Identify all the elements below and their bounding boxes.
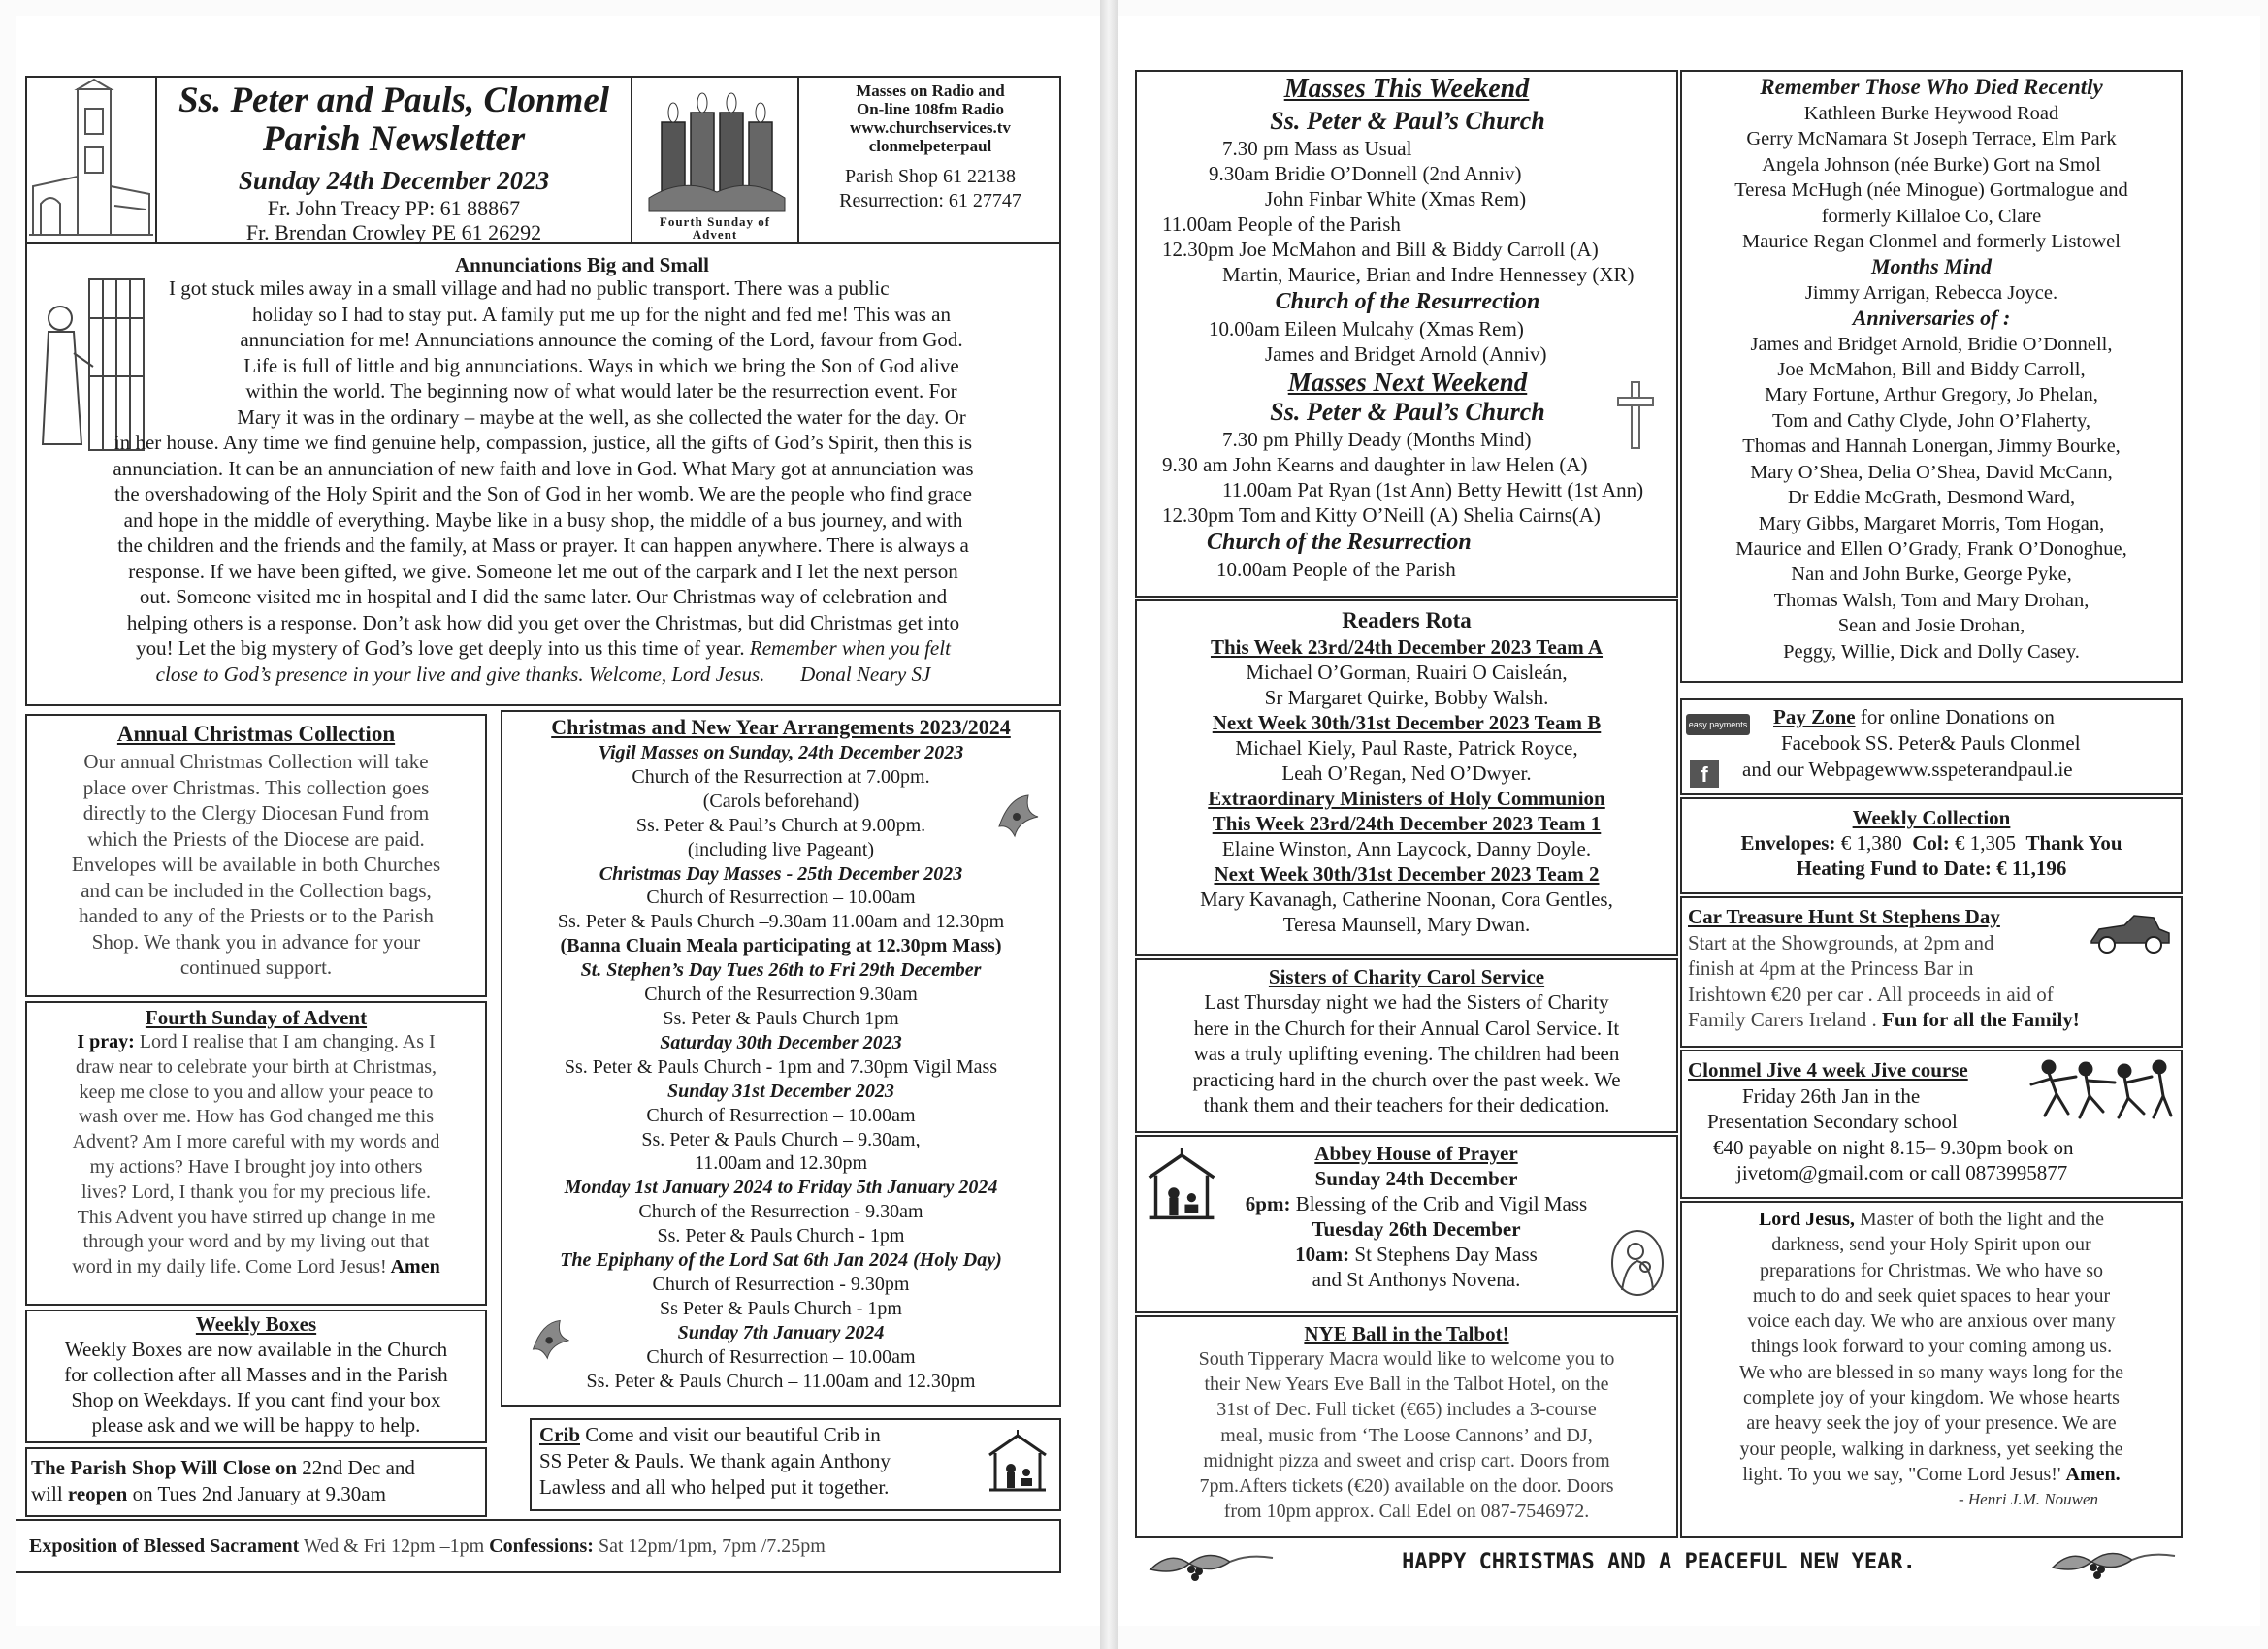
arrangements-line: Sunday 7th January 2024 bbox=[677, 1321, 885, 1343]
masses-line: 9.30 am John Kearns and daughter in law Helen (A) bbox=[1162, 453, 1588, 476]
arrangements-line: St. Stephen’s Day Tues 26th to Fri 29th December bbox=[580, 959, 982, 982]
newsletter-date: Sunday 24th December 2023 bbox=[238, 166, 550, 195]
nye-line: 31st of Dec. Full ticket (€65) includes a 3-course bbox=[1216, 1399, 1597, 1421]
prayer-line bbox=[1684, 1360, 2179, 1385]
advent-line-text: through your word and by my living out that bbox=[82, 1231, 430, 1253]
prayer-text bbox=[1684, 1207, 2179, 1536]
facebook-icon[interactable] bbox=[1690, 760, 1719, 788]
shop-close-lead: The Parish Shop Will Close on bbox=[31, 1456, 298, 1479]
remember-line: Months Mind bbox=[1870, 254, 1993, 279]
annunciations-title: Annunciations Big and Small bbox=[454, 253, 709, 276]
advent-line bbox=[29, 1130, 483, 1155]
holly-sprig-icon-left bbox=[1141, 1544, 1277, 1587]
prayer-line bbox=[1684, 1462, 2179, 1487]
readers-line: Elaine Winston, Ann Laycock, Danny Doyle. bbox=[1221, 837, 1592, 860]
heating-fund-value: € 11,196 bbox=[1991, 857, 2067, 880]
collection-line: which the Priests of the Diocese are paid. bbox=[87, 826, 425, 851]
arrangements-line: Monday 1st January 2024 to Friday 5th January 2024 bbox=[564, 1177, 998, 1199]
arrangements-line: Church of Resurrection – 10.00am bbox=[646, 1104, 916, 1126]
annunciations-line: you! Let the big mystery of God’s love get deeply into us this time of year. bbox=[136, 636, 745, 660]
remember-line: James and Bridget Arnold, Bridie O’Donnell, bbox=[1750, 333, 2113, 355]
holly-leaf-icon-2 bbox=[524, 1313, 578, 1362]
crib-line-2: SS Peter & Pauls. We thank again Anthony bbox=[539, 1449, 891, 1472]
arrangements-title: Christmas and New Year Arrangements 2023/2024 bbox=[551, 715, 1011, 739]
readers-line: Sr Margaret Quirke, Bobby Walsh. bbox=[1264, 686, 1549, 709]
shop-reopen-date: on Tues 2nd January at 9.30am bbox=[127, 1482, 386, 1505]
newsletter-title: Ss. Peter and Pauls, Clonmel bbox=[178, 81, 610, 120]
boxes-title: Weekly Boxes bbox=[195, 1312, 317, 1336]
sisters-line: thank them and their teachers for their dedication. bbox=[1203, 1093, 1610, 1116]
abbey-stephens-mass: St Stephens Day Mass bbox=[1349, 1243, 1538, 1266]
arrangements-line: 11.00am and 12.30pm bbox=[694, 1152, 868, 1175]
arrangements-line: (Banna Cluain Meala participating at 12.30pm Mass) bbox=[560, 935, 1002, 957]
candle-caption: Fourth Sunday of Advent bbox=[659, 214, 771, 242]
abbey-tuesday: Tuesday 26th December bbox=[1312, 1217, 1521, 1241]
treasure-fun: Fun for all the Family! bbox=[1882, 1008, 2080, 1031]
arrangements-line: Ss Peter & Pauls Church - 1pm bbox=[660, 1297, 902, 1319]
advent-line bbox=[29, 1206, 483, 1231]
annunciations-closing bbox=[27, 662, 1059, 688]
remember-line: Nan and John Burke, George Pyke, bbox=[1791, 564, 2072, 586]
nativity-stable-icon bbox=[986, 1430, 1050, 1494]
annunciations-line: I got stuck miles away in a small village and had no public transport. There was a public bbox=[169, 276, 890, 300]
remember-when-text: Remember when you felt bbox=[744, 636, 951, 660]
remember-line: Maurice and Ellen O’Grady, Frank O’Donoghue, bbox=[1735, 537, 2127, 560]
readers-title: Readers Rota bbox=[1342, 608, 1472, 632]
advent-title: Fourth Sunday of Advent bbox=[145, 1006, 368, 1029]
advent-line-text: draw near to celebrate your birth at Christmas, bbox=[75, 1055, 437, 1078]
advent-line-text: Lord I realise that I am changing. As I bbox=[134, 1031, 436, 1052]
prayer-line-text: much to do and seek quiet spaces to hear your bbox=[1752, 1284, 2111, 1307]
priest-2: Fr. Brendan Crowley PE 61 26292 bbox=[245, 220, 542, 244]
advent-line bbox=[29, 1030, 483, 1055]
envelopes-label: Envelopes: bbox=[1740, 831, 1836, 855]
annunciations-line bbox=[27, 635, 1059, 662]
remember-line: Mary O’Shea, Delia O’Shea, David McCann, bbox=[1750, 461, 2113, 483]
prayer-line-text: are heavy seek the joy of your presence. We are bbox=[1746, 1412, 2117, 1435]
readers-line: Next Week 30th/31st December 2023 Team 2 bbox=[1214, 862, 1600, 886]
arrangements-line: (including live Pageant) bbox=[687, 838, 875, 860]
sisters-line: practicing hard in the church over the past week. We bbox=[1192, 1067, 1621, 1091]
confessions-times: Sat 12pm/1pm, 7pm /7.25pm bbox=[593, 1536, 826, 1557]
prayer-line-text: We who are blessed in so many ways long for the bbox=[1738, 1361, 2124, 1383]
payzone-title[interactable]: Pay Zone bbox=[1773, 705, 1856, 728]
priest-1: Fr. John Treacy PP: 61 88867 bbox=[267, 196, 521, 220]
advent-line bbox=[29, 1255, 483, 1280]
newsletter-subtitle: Parish Newsletter bbox=[262, 119, 526, 159]
arrangements-line: Ss. Peter & Paul’s Church at 9.00pm. bbox=[635, 814, 926, 836]
masses-line: 12.30pm Tom and Kitty O’Neill (A) Shelia Cairns(A) bbox=[1162, 503, 1601, 527]
saint-anthony-icon bbox=[1606, 1228, 1669, 1300]
arrangements-line: Ss. Peter & Pauls Church 1pm bbox=[663, 1007, 899, 1029]
prayer-line bbox=[1684, 1410, 2179, 1436]
arrangements-line: Sunday 31st December 2023 bbox=[667, 1080, 894, 1102]
binding-shadow bbox=[1100, 0, 1118, 1649]
remember-line: Teresa McHugh (née Minogue) Gortmalogue and bbox=[1734, 179, 2128, 202]
advent-line-text: lives? Lord, I thank you for my precious life. bbox=[81, 1180, 431, 1203]
prayer-lead: Lord Jesus, bbox=[1758, 1209, 1855, 1230]
prayer-line-text: voice each day. We who are anxious over many bbox=[1747, 1310, 2116, 1333]
readers-line: Extraordinary Ministers of Holy Communion bbox=[1208, 787, 1605, 810]
nye-title: NYE Ball in the Talbot! bbox=[1304, 1322, 1509, 1345]
masses-line: Ss. Peter & Paul’s Church bbox=[1270, 107, 1545, 135]
treasure-line-1: Start at the Showgrounds, at 2pm and bbox=[1688, 930, 1994, 954]
collection-title: Annual Christmas Collection bbox=[116, 722, 396, 746]
arrangements-line: (Carols beforehand) bbox=[702, 790, 859, 812]
remember-line: Angela Johnson (née Burke) Gort na Smol bbox=[1762, 153, 2101, 176]
annunciations-line: and hope in the middle of everything. Maybe like in a busy shop, the middle of a bus journey, and with bbox=[123, 507, 963, 532]
arrangements-line: Church of the Resurrection 9.30am bbox=[644, 984, 918, 1006]
annunciations-closing-line: close to God’s presence in your live and give thanks. Welcome, Lord Jesus. bbox=[155, 662, 765, 686]
arrangements-line: Ss. Peter & Pauls Church – 11.00am and 12.30pm bbox=[586, 1370, 976, 1392]
nye-line: from 10pm approx. Call Edel on 087-7546972. bbox=[1223, 1501, 1590, 1523]
masses-line: John Finbar White (Xmas Rem) bbox=[1265, 187, 1527, 210]
arrangements-line: Church of the Resurrection - 9.30am bbox=[638, 1201, 923, 1223]
remember-line: Kathleen Burke Heywood Road bbox=[1803, 103, 2059, 124]
readers-line: Mary Kavanagh, Catherine Noonan, Cora Gentles, bbox=[1200, 888, 1613, 911]
nye-line: midnight pizza and sweet and crisp cart. Doors from bbox=[1203, 1449, 1610, 1471]
payzone-line-1: for online Donations on bbox=[1855, 705, 2055, 728]
holly-leaf-icon bbox=[989, 788, 1048, 840]
prayer-line-text: your people, walking in darkness, yet seeking the bbox=[1739, 1438, 2123, 1460]
prayer-line-text: Master of both the light and the bbox=[1854, 1209, 2105, 1230]
easy-payments-badge bbox=[1686, 714, 1750, 751]
collection-line: place over Christmas. This collection goes bbox=[82, 775, 430, 799]
prayer-line-text: complete joy of your kingdom. We whose hearts bbox=[1743, 1387, 2120, 1409]
arrangements-line: Ss. Peter & Pauls Church - 1pm bbox=[657, 1225, 905, 1247]
crib-line-3: Lawless and all who helped put it together. bbox=[539, 1475, 890, 1499]
masses-text bbox=[1139, 107, 1676, 596]
prayer-line bbox=[1684, 1334, 2179, 1359]
collection-line: Shop. We thank you in advance for your bbox=[91, 929, 421, 954]
remember-line: Tom and Cathy Clyde, John O’Flaherty, bbox=[1771, 409, 2091, 432]
masses-line: Masses Next Weekend bbox=[1287, 368, 1528, 397]
boxes-line: please ask and we will be happy to help. bbox=[91, 1413, 421, 1437]
sisters-title: Sisters of Charity Carol Service bbox=[1268, 965, 1545, 988]
sisters-line: was a truly uplifting evening. The children had been bbox=[1193, 1042, 1620, 1065]
advent-amen: Amen bbox=[386, 1256, 440, 1278]
payzone-line-3[interactable]: and our Webpagewww.sspeterandpaul.ie bbox=[1742, 758, 2073, 781]
collection-line: Envelopes will be available in both Churches bbox=[71, 853, 441, 876]
exposition-times: Wed & Fri 12pm –1pm bbox=[299, 1536, 490, 1557]
arrangements-line: Ss. Peter & Pauls Church - 1pm and 7.30pm Vigil Mass bbox=[564, 1055, 998, 1078]
abbey-crib-blessing: Blessing of the Crib and Vigil Mass bbox=[1290, 1192, 1588, 1215]
advent-line bbox=[29, 1155, 483, 1180]
abbey-novena: and St Anthonys Novena. bbox=[1312, 1268, 1521, 1291]
easy-payments-label: easy payments plus bbox=[1688, 720, 1748, 751]
vintage-car-icon bbox=[2086, 912, 2173, 956]
annunciations-line: in her house. Any time we find genuine help, compassion, justice, all the gifts of God’s Spirit, then this is bbox=[113, 431, 973, 454]
annunciations-line: within the world. The beginning now of what would later be the resurrection event. For bbox=[245, 379, 957, 403]
arrangements-line: Ss. Peter & Pauls Church – 9.30am, bbox=[641, 1128, 921, 1150]
prayer-line-text: things look forward to your coming among us. bbox=[1750, 1336, 2113, 1358]
church-tower-icon bbox=[29, 80, 153, 242]
annunciations-line: Mary it was in the ordinary – maybe at the well, as she collected the water for the day. Or bbox=[237, 404, 966, 429]
advent-line-text: keep me close to you and allow your peace to bbox=[79, 1081, 434, 1103]
annunciations-line: response. If we have been gifted, we give. Someone let me out of the carpark and I let the next person bbox=[128, 559, 958, 583]
collection-line: handed to any of the Priests or to the Parish bbox=[79, 904, 434, 927]
boxes-line: for collection after all Masses and in the Parish bbox=[64, 1363, 448, 1386]
advent-line bbox=[29, 1105, 483, 1130]
remember-line: Gerry McNamara St Joseph Terrace, Elm Park bbox=[1746, 128, 2117, 150]
nye-line: 7pm.Afters tickets (€20) available on the door. Doors bbox=[1199, 1475, 1614, 1498]
readers-line: Michael O’Gorman, Ruairi O Caisleán, bbox=[1246, 661, 1568, 684]
prayer-line bbox=[1684, 1385, 2179, 1410]
annunciations-text bbox=[27, 275, 1059, 704]
treasure-line-2: finish at 4pm at the Princess Bar in bbox=[1688, 956, 1974, 980]
remember-line: Joe McMahon, Bill and Biddy Carroll, bbox=[1777, 359, 2086, 381]
arrangements-line: Church of Resurrection – 10.00am bbox=[646, 1345, 916, 1368]
jive-line-2: Presentation Secondary school bbox=[1707, 1110, 1958, 1133]
weekly-collection-title: Weekly Collection bbox=[1852, 806, 2011, 829]
abbey-sunday: Sunday 24th December bbox=[1314, 1167, 1518, 1190]
prayer-line bbox=[1684, 1232, 2179, 1257]
jive-line-4[interactable]: jivetom@gmail.com or call 0873995877 bbox=[1736, 1161, 2068, 1184]
annunciations-line: out. Someone visited me in hospital and I did the same later. Our Christmas way of celebration and bbox=[139, 585, 948, 608]
prayer-amen: Amen. bbox=[2065, 1463, 2121, 1485]
remember-line: Mary Gibbs, Margaret Morris, Tom Hogan, bbox=[1758, 512, 2105, 534]
remember-line: Peggy, Willie, Dick and Dolly Casey. bbox=[1783, 640, 2080, 663]
arrangements-line: The Epiphany of the Lord Sat 6th Jan 2024 (Holy Day) bbox=[560, 1249, 1002, 1272]
remember-line: Mary Fortune, Arthur Gregory, Jo Phelan, bbox=[1765, 384, 2098, 406]
radio-line-4: clonmelpeterpaul bbox=[868, 137, 992, 155]
prayer-line bbox=[1684, 1283, 2179, 1309]
arrangements-line: Church of Resurrection - 9.30pm bbox=[652, 1273, 910, 1295]
col-value: € 1,305 bbox=[1949, 831, 2016, 855]
advent-line bbox=[29, 1180, 483, 1206]
remember-line: Sean and Josie Drohan, bbox=[1837, 615, 2025, 637]
masses-line: James and Bridget Arnold (Anniv) bbox=[1265, 342, 1547, 366]
readers-line: Next Week 30th/31st December 2023 Team B bbox=[1212, 711, 1602, 734]
exposition-label: Exposition of Blessed Sacrament bbox=[29, 1536, 300, 1557]
readers-line: This Week 23rd/24th December 2023 Team A bbox=[1210, 635, 1604, 659]
arrangements-line: Church of the Resurrection at 7.00pm. bbox=[632, 765, 930, 788]
collection-line: and can be included in the Collection bags, bbox=[81, 878, 432, 902]
holly-sprig-icon-right bbox=[2043, 1542, 2179, 1585]
resurrection-phone: Resurrection: 61 27747 bbox=[839, 190, 1021, 211]
annunciations-line: holiday so I had to stay put. A family put me up for the night and fed me! This was an bbox=[252, 302, 951, 326]
masses-line: Ss. Peter & Paul’s Church bbox=[1270, 398, 1545, 426]
jive-title: Clonmel Jive 4 week Jive course bbox=[1688, 1058, 1968, 1082]
shop-reopen-word: reopen bbox=[67, 1482, 128, 1505]
cross-icon bbox=[1614, 380, 1657, 450]
col-label: Col: bbox=[1912, 831, 1950, 855]
arrangements-line: Church of Resurrection – 10.00am bbox=[646, 887, 916, 909]
shop-close-will: will bbox=[31, 1482, 68, 1505]
treasure-title: Car Treasure Hunt St Stephens Day bbox=[1688, 905, 2000, 928]
prayer-line bbox=[1684, 1258, 2179, 1283]
jive-line-3: €40 payable on night 8.15– 9.30pm book on bbox=[1713, 1135, 2074, 1159]
nye-line: South Tipperary Macra would like to welcome you to bbox=[1198, 1348, 1615, 1370]
arrangements-line: Vigil Masses on Sunday, 24th December 2023 bbox=[598, 742, 964, 763]
nye-line: their New Years Eve Ball in the Talbot Hotel, on the bbox=[1204, 1374, 1609, 1396]
abbey-title: Abbey House of Prayer bbox=[1314, 1142, 1518, 1165]
jive-line-1: Friday 26th Jan in the bbox=[1742, 1083, 1921, 1108]
collection-line: continued support. bbox=[179, 955, 333, 979]
prayer-author: - Henri J.M. Nouwen bbox=[1958, 1490, 2098, 1509]
masses-line: 11.00am People of the Parish bbox=[1162, 212, 1401, 236]
sisters-line: Last Thursday night we had the Sisters of Charity bbox=[1204, 990, 1609, 1014]
thank-you: Thank You bbox=[2025, 831, 2122, 855]
prayer-line bbox=[1684, 1437, 2179, 1462]
radio-line-1: Masses on Radio and bbox=[856, 81, 1005, 100]
parish-shop-phone: Parish Shop 61 22138 bbox=[844, 166, 1017, 187]
prayer-line-text: darkness, send your Holy Spirit upon our bbox=[1771, 1234, 2091, 1256]
annunciations-line: the children and the friends and the family, at Mass or prayer. It can happen anywhere. There is always a bbox=[117, 534, 969, 557]
masses-title: Masses This Weekend bbox=[1283, 74, 1530, 104]
masses-line: 7.30 pm Mass as Usual bbox=[1222, 137, 1412, 160]
masses-line: Martin, Maurice, Brian and Indre Hennessey (XR) bbox=[1222, 263, 1635, 286]
annunciations-line: annunciation. It can be an annunciation of new faith and love in God. What Mary got at annunciation was bbox=[113, 456, 974, 480]
masses-line: 12.30pm Joe McMahon and Bill & Biddy Carroll (A) bbox=[1162, 238, 1599, 261]
masses-line: 10.00am Eileen Mulcahy (Xmas Rem) bbox=[1209, 317, 1524, 340]
advent-candles-icon bbox=[644, 83, 790, 213]
advent-line-text: This Advent you have stirred up change in me bbox=[77, 1206, 436, 1228]
radio-line-3: www.churchservices.tv bbox=[850, 118, 1011, 137]
christmas-greeting: HAPPY CHRISTMAS AND A PEACEFUL NEW YEAR. bbox=[1402, 1550, 1916, 1574]
nye-line: meal, music from ‘The Loose Cannons’ and DJ, bbox=[1220, 1424, 1593, 1446]
masses-line: 9.30am Bridie O’Donnell (2nd Anniv) bbox=[1209, 162, 1522, 185]
annunciations-line: the overshadowing of the Holy Spirit and the Son of God in her womb. We are the people who find grace bbox=[114, 482, 972, 505]
crib-line-1: Come and visit our beautiful Crib in bbox=[580, 1423, 881, 1446]
remember-line: Jimmy Arrigan, Rebecca Joyce. bbox=[1804, 281, 2058, 304]
remember-title: Remember Those Who Died Recently bbox=[1760, 75, 2103, 99]
annunciations-line: annunciation for me! Annunciations announce the coming of the Lord, favour from God. bbox=[240, 328, 963, 351]
advent-line bbox=[29, 1230, 483, 1255]
boxes-line: Weekly Boxes are now available in the Church bbox=[64, 1338, 448, 1361]
treasure-line-3: Irishtown €20 per car . All proceeds in aid of bbox=[1688, 982, 2054, 1006]
envelopes-value: € 1,380 bbox=[1835, 831, 1902, 855]
dancers-icon bbox=[2027, 1055, 2173, 1123]
remember-line: Thomas and Hannah Lonergan, Jimmy Bourke, bbox=[1742, 436, 2121, 458]
payzone-line-2: Facebook SS. Peter& Pauls Clonmel bbox=[1781, 731, 2081, 755]
masses-line: 11.00am Pat Ryan (1st Ann) Betty Hewitt (1st Ann) bbox=[1222, 478, 1644, 501]
arrangements-line: Saturday 30th December 2023 bbox=[660, 1031, 902, 1053]
boxes-line: Shop on Weekdays. If you cant find your box bbox=[71, 1388, 441, 1411]
advent-line-text: wash over me. How has God changed me this bbox=[78, 1106, 435, 1128]
annunciations-author: Donal Neary SJ bbox=[764, 662, 931, 686]
readers-line: Teresa Maunsell, Mary Dwan. bbox=[1282, 913, 1531, 936]
treasure-line-4: Family Carers Ireland . bbox=[1688, 1008, 1883, 1031]
advent-line-text: word in my daily life. Come Lord Jesus! bbox=[72, 1256, 387, 1278]
remember-line: Thomas Walsh, Tom and Mary Drohan, bbox=[1773, 589, 2090, 611]
readers-line: Leah O’Regan, Ned O’Dwyer. bbox=[1281, 761, 1532, 785]
prayer-line bbox=[1684, 1207, 2179, 1232]
advent-line bbox=[29, 1081, 483, 1106]
sisters-line: here in the Church for their Annual Carol Service. It bbox=[1193, 1016, 1620, 1040]
prayer-line bbox=[1684, 1309, 2179, 1334]
collection-line: directly to the Clergy Diocesan Fund from bbox=[82, 801, 430, 824]
masses-line: Church of the Resurrection bbox=[1275, 289, 1540, 314]
advent-line bbox=[29, 1055, 483, 1081]
arrangements-line: Ss. Peter & Pauls Church –9.30am 11.00am and 12.30pm bbox=[557, 911, 1005, 933]
collection-line: Our annual Christmas Collection will take bbox=[83, 750, 429, 773]
crib-title: Crib bbox=[539, 1423, 580, 1446]
masses-line: Church of the Resurrection bbox=[1207, 530, 1472, 555]
remember-line: Maurice Regan Clonmel and formerly Listowel bbox=[1742, 231, 2121, 253]
readers-line: This Week 23rd/24th December 2023 Team 1 bbox=[1212, 812, 1602, 835]
abbey-10am: 10am: bbox=[1295, 1243, 1350, 1266]
confessions-label: Confessions: bbox=[489, 1536, 594, 1557]
nativity-stable-icon-2 bbox=[1145, 1148, 1218, 1222]
heating-fund-label: Heating Fund to Date: bbox=[1796, 857, 1992, 880]
advent-lead: I pray: bbox=[77, 1031, 135, 1052]
abbey-6pm: 6pm: bbox=[1245, 1192, 1291, 1215]
remember-line: Anniversaries of : bbox=[1852, 306, 2011, 331]
advent-line-text: my actions? Have I brought joy into others bbox=[89, 1155, 423, 1178]
annunciations-line: Life is full of little and big annunciations. Ways in which we bring the Son of God alive bbox=[243, 353, 959, 377]
prayer-line-text: preparations for Christmas. We who have so bbox=[1759, 1259, 2104, 1281]
radio-line-2: On-line 108fm Radio bbox=[856, 100, 1005, 118]
facebook-glyph: f bbox=[1701, 762, 1708, 787]
arrangements-line: Christmas Day Masses - 25th December 2023 bbox=[599, 862, 963, 885]
prayer-line-text: light. To you we say, "Come Lord Jesus!' bbox=[1742, 1463, 2066, 1485]
annunciations-line: helping others is a response. Don’t ask how did you get over the Christmas, but did Christmas get into bbox=[126, 610, 960, 634]
remember-line: formerly Killaloe Co, Clare bbox=[1821, 205, 2042, 227]
readers-line: Michael Kiely, Paul Raste, Patrick Royce, bbox=[1235, 736, 1578, 760]
advent-line-text: Advent? Am I more careful with my words and bbox=[72, 1131, 440, 1153]
masses-line: 10.00am People of the Parish bbox=[1216, 558, 1456, 581]
masses-line: 7.30 pm Philly Deady (Months Mind) bbox=[1222, 428, 1532, 451]
remember-line: Dr Eddie McGrath, Desmond Ward, bbox=[1787, 487, 2076, 509]
shop-close-date: 22nd Dec and bbox=[297, 1456, 415, 1479]
